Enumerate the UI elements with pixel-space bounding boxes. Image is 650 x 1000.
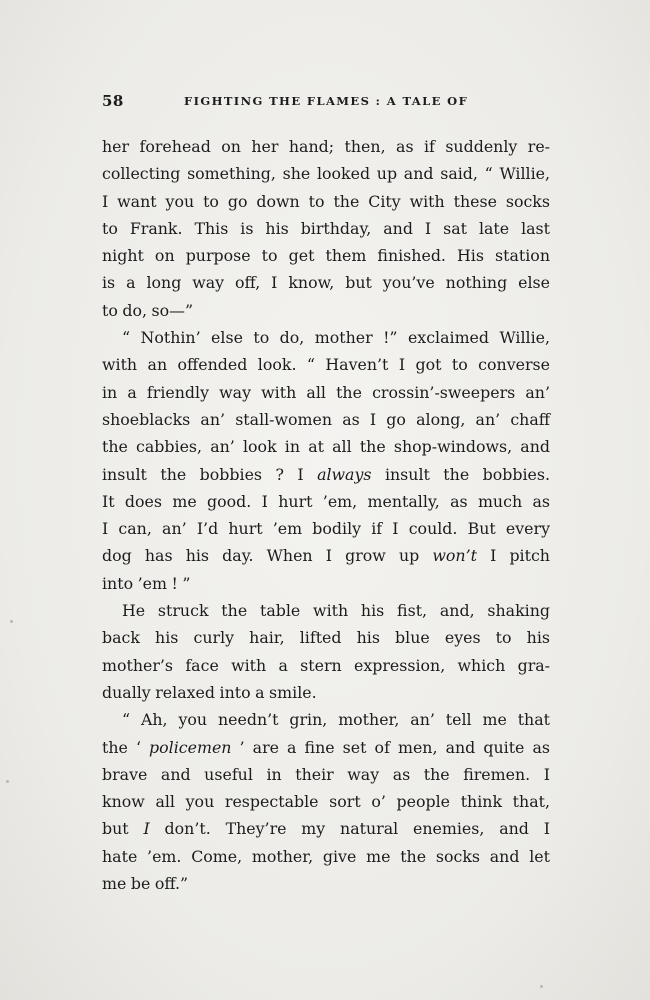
text-segment: mother’s face with a stern expression, which gra- <box>102 655 550 675</box>
text-segment: I can, an’ I’d hurt ’em bodily if I could. But every <box>102 519 550 539</box>
text-segment: with an offended look. “ Haven’t I got to converse <box>102 355 550 375</box>
text-line <box>102 269 550 296</box>
text-segment: back his curly hair, lifted his blue eyes to his <box>102 628 550 648</box>
text-segment: night on purpose to get them finished. His station <box>102 246 550 266</box>
body-text <box>102 133 550 897</box>
text-segment: ’ are a fine set of men, and quite as <box>231 737 550 757</box>
text-segment: I want you to go down to the City with these socks <box>102 191 550 211</box>
text-line <box>102 597 550 624</box>
text-line <box>102 679 550 706</box>
text-segment: brave and useful in their way as the firemen. I <box>102 764 550 784</box>
text-line <box>102 515 550 542</box>
text-line <box>102 188 550 215</box>
text-segment: “ Ah, you needn’t grin, mother, an’ tell me that <box>122 710 550 730</box>
text-segment: into ’em ! ” <box>102 573 191 593</box>
paper-speck <box>540 985 543 988</box>
text-segment: dog has his day. When I grow up <box>102 546 433 566</box>
text-segment: in a friendly way with all the crossin’-sweepers an’ <box>102 382 550 402</box>
text-segment: It does me good. I hurt ’em, mentally, as much as <box>102 491 550 511</box>
page-header <box>102 92 550 114</box>
text-line <box>102 133 550 160</box>
text-line <box>102 815 550 842</box>
text-segment: know all you respectable sort o’ people think that, <box>102 792 550 812</box>
italic-text: always <box>317 464 372 484</box>
text-segment: to Frank. This is his birthday, and I sat late last <box>102 218 550 238</box>
text-segment: the ‘ <box>102 737 150 757</box>
text-segment: “ Nothin’ else to do, mother !” exclaimed Willie, <box>122 328 550 348</box>
text-segment: the cabbies, an’ look in at all the shop-windows, and <box>102 437 550 457</box>
text-segment: collecting something, she looked up and said, “ Willie, <box>102 164 550 184</box>
text-line <box>102 542 550 569</box>
text-segment: don’t. They’re my natural enemies, and I <box>149 819 550 839</box>
text-line <box>102 706 550 733</box>
text-line <box>102 652 550 679</box>
text-line <box>102 379 550 406</box>
text-segment: insult the bobbies ? I <box>102 464 318 484</box>
italic-text: I <box>143 819 150 839</box>
text-line <box>102 734 550 761</box>
text-segment: is a long way off, I know, but you’ve nothing else <box>102 273 550 293</box>
page-number: 58 <box>102 92 124 110</box>
text-line <box>102 488 550 515</box>
text-segment: but <box>102 819 144 839</box>
text-line <box>102 160 550 187</box>
text-line <box>102 843 550 870</box>
text-line <box>102 433 550 460</box>
text-line <box>102 242 550 269</box>
italic-text: policemen <box>149 737 232 757</box>
text-segment: He struck the table with his fist, and, shaking <box>122 601 550 621</box>
text-segment: hate ’em. Come, mother, give me the socks and let <box>102 846 550 866</box>
paper-speck <box>6 780 9 783</box>
text-line <box>102 761 550 788</box>
text-segment: me be off.” <box>102 874 189 894</box>
text-line <box>102 788 550 815</box>
text-line <box>102 624 550 651</box>
text-line <box>102 297 550 324</box>
running-title: FIGHTING THE FLAMES : A TALE OF <box>184 94 469 108</box>
text-segment: insult the bobbies. <box>371 464 550 484</box>
text-line <box>102 406 550 433</box>
paper-speck <box>10 620 13 623</box>
text-line <box>102 570 550 597</box>
text-line <box>102 870 550 897</box>
text-line <box>102 324 550 351</box>
text-line <box>102 461 550 488</box>
italic-text: won’t <box>432 546 477 566</box>
text-segment: to do, so—” <box>102 300 194 320</box>
text-line <box>102 215 550 242</box>
text-segment: dually relaxed into a smile. <box>102 682 317 702</box>
text-line <box>102 351 550 378</box>
text-segment: her forehead on her hand; then, as if suddenly re- <box>102 137 550 156</box>
text-segment: I pitch <box>476 546 550 566</box>
text-segment: shoeblacks an’ stall-women as I go along, an’ chaff <box>102 409 550 429</box>
